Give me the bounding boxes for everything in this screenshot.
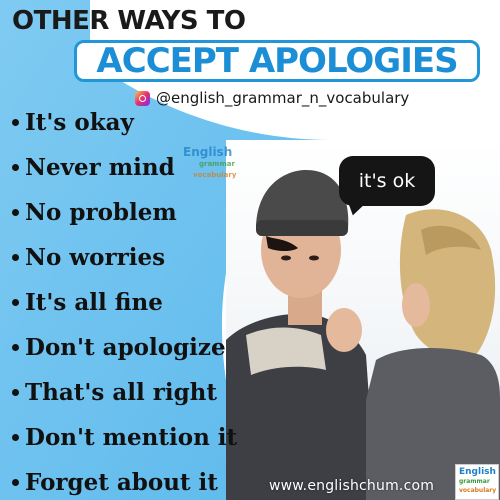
bullet-icon — [12, 479, 19, 486]
list-item: No worries — [12, 243, 237, 288]
bullet-icon — [12, 209, 19, 216]
title-box — [74, 40, 480, 82]
list-item: It's okay — [12, 108, 237, 153]
page-title: ACCEPT APOLOGIES — [96, 41, 458, 81]
list-item: Forget about it — [12, 468, 237, 500]
list-item: That's all right — [12, 378, 237, 423]
website-link[interactable]: www.englishchum.com — [269, 478, 435, 494]
list-item: It's all fine — [12, 288, 237, 333]
bullet-icon — [12, 164, 19, 171]
watermark-logo: English grammar vocabulary — [183, 145, 237, 179]
bullet-icon — [12, 434, 19, 441]
speech-bubble — [339, 156, 435, 206]
bullet-icon — [12, 119, 19, 126]
list-item: No problem — [12, 198, 237, 243]
bullet-icon — [12, 254, 19, 261]
subtitle: OTHER WAYS TO — [12, 6, 246, 36]
social-handle[interactable] — [135, 89, 409, 107]
speech-bubble-text: it's ok — [358, 170, 416, 192]
list-item: Never mind — [12, 153, 237, 198]
brand-logo: English grammar vocabulary — [455, 464, 499, 500]
bullet-icon — [12, 344, 19, 351]
list-item: Don't apologize — [12, 333, 237, 378]
list-item: Don't mention it — [12, 423, 237, 468]
handle-text: @english_grammar_n_vocabulary — [156, 89, 410, 107]
instagram-icon — [135, 91, 150, 106]
bullet-icon — [12, 389, 19, 396]
bullet-icon — [12, 299, 19, 306]
